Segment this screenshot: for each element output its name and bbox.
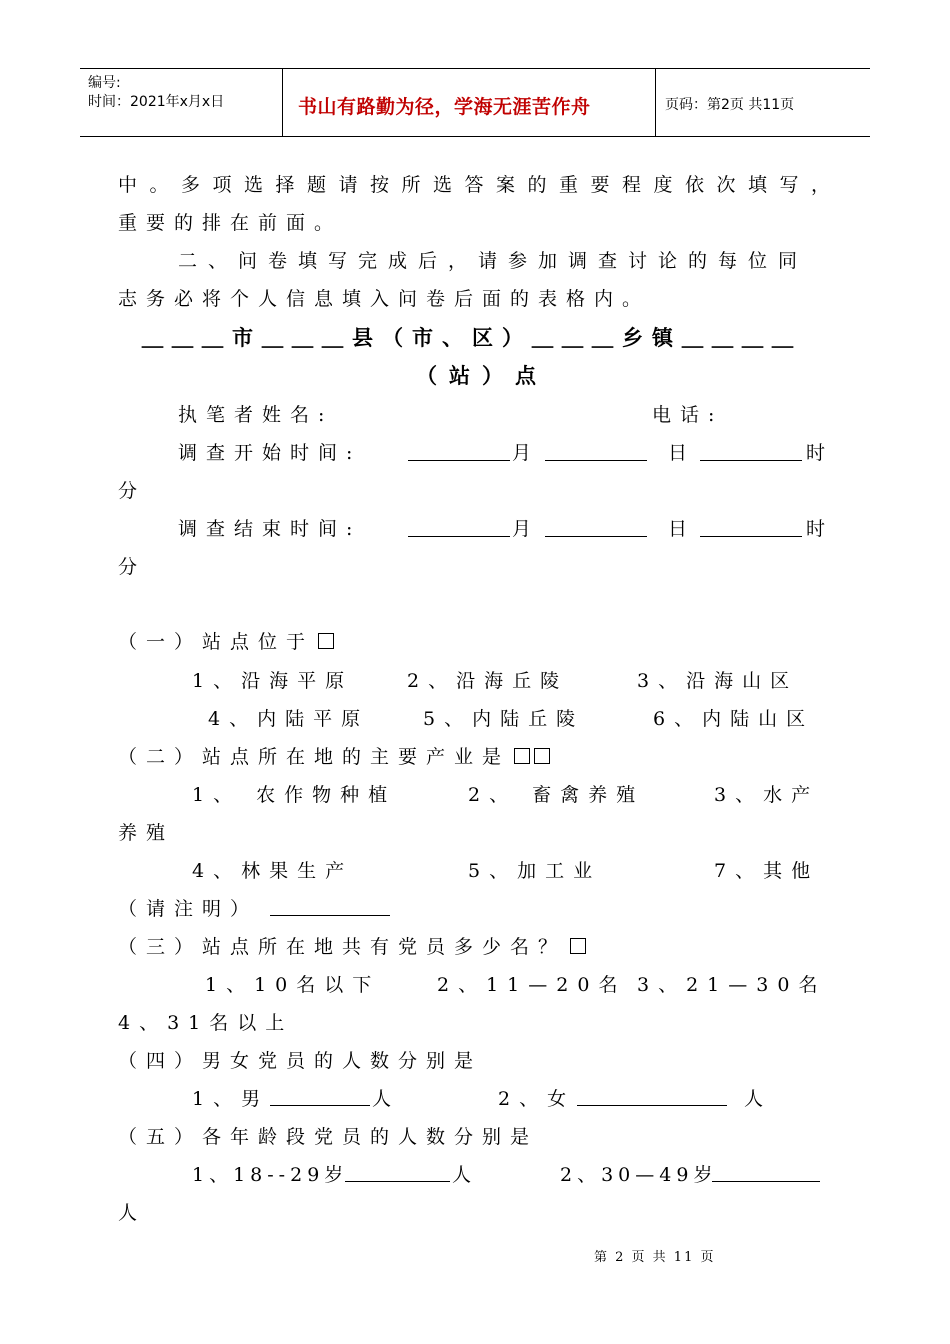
location-title-line-1: ＿＿＿市＿＿＿县（市、区）＿＿＿乡镇＿＿＿＿ (142, 325, 802, 350)
q2-option-3-continued: 养殖 (118, 822, 175, 844)
q4-female-unit: 人 (744, 1088, 773, 1110)
q2-answer-box-1[interactable] (514, 748, 530, 764)
start-hour-unit: 时 (806, 442, 835, 464)
start-month-input[interactable] (408, 438, 510, 461)
start-month-unit: 月 (512, 442, 541, 464)
start-hour-input[interactable] (700, 438, 802, 461)
q4-female-input[interactable] (577, 1083, 727, 1106)
start-minute-unit: 分 (118, 480, 147, 502)
end-day-unit: 日 (668, 518, 697, 540)
q3-option-3: 3、21—30名 (637, 974, 827, 996)
q5-age2-input[interactable] (712, 1159, 820, 1182)
page-info: 页码：第2页 共11页 (665, 97, 795, 113)
q1-option-5: 5、内陆丘陵 (423, 708, 585, 730)
q5-age1-input[interactable] (345, 1159, 450, 1182)
q4-male-unit: 人 (372, 1088, 401, 1110)
q3-title: （三）站点所在地共有党员多少名？ (118, 932, 586, 959)
start-day-input[interactable] (545, 438, 647, 461)
q3-option-2: 2、11—20名 (437, 974, 627, 996)
page-footer: 第 2 页 共 11 页 (594, 1250, 716, 1265)
q4-male-label: 1、男 (192, 1088, 270, 1110)
date-label: 时间：2021年x月x日 (88, 94, 225, 110)
end-time-label: 调查结束时间: (178, 518, 362, 540)
q5-age2-label: 2、30—49岁 (560, 1164, 718, 1186)
q1-option-4: 4、内陆平原 (208, 708, 370, 730)
serial-label: 编号: (88, 75, 121, 91)
q4-title: （四）男女党员的人数分别是 (118, 1050, 483, 1072)
q2-note-input[interactable] (270, 893, 390, 916)
q5-title: （五）各年龄段党员的人数分别是 (118, 1126, 539, 1148)
header-divider-left (282, 68, 283, 136)
q2-title: （二）站点所在地的主要产业是 (118, 742, 550, 769)
q1-option-3: 3、沿海山区 (637, 670, 799, 692)
q1-option-1: 1、沿海平原 (192, 670, 354, 692)
intro-line-2: 重要的排在前面。 (118, 212, 343, 234)
q3-answer-box[interactable] (570, 938, 586, 954)
q1-answer-box[interactable] (318, 633, 334, 649)
q4-female-label: 2、女 (498, 1088, 576, 1110)
q4-male-input[interactable] (270, 1083, 370, 1106)
q2-note-label: （请注明） (118, 898, 259, 920)
header-motto: 书山有路勤为径，学海无涯苦作舟 (298, 96, 591, 118)
phone-label: 电话: (652, 404, 724, 426)
intro-line-3: 二、问卷填写完成后，请参加调查讨论的每位同 (178, 250, 809, 272)
end-hour-input[interactable] (700, 514, 802, 537)
q3-option-4: 4、31名以上 (118, 1012, 294, 1034)
q2-option-3: 3、水产 (714, 784, 820, 806)
end-month-unit: 月 (512, 518, 541, 540)
q2-option-4: 4、林果生产 (192, 860, 354, 882)
intro-line-1: 中。多项选择题请按所选答案的重要程度依次填写， (118, 174, 843, 196)
q2-option-1: 1、 农作物种植 (192, 784, 397, 806)
q5-age1-label: 1、18--29岁 (192, 1164, 349, 1186)
q2-answer-box-2[interactable] (534, 748, 550, 764)
q2-option-2: 2、 畜禽养殖 (468, 784, 645, 806)
q1-title: （一）站点位于 (118, 627, 334, 654)
end-day-input[interactable] (545, 514, 647, 537)
end-month-input[interactable] (408, 514, 510, 537)
start-time-label: 调查开始时间: (178, 442, 362, 464)
intro-line-4: 志务必将个人信息填入问卷后面的表格内。 (118, 288, 651, 310)
q2-option-7: 7、其他 (714, 860, 820, 882)
location-title-line-2: （站）点 (416, 363, 548, 388)
header-divider-right (655, 68, 656, 136)
q5-age2-unit: 人 (118, 1202, 147, 1224)
q3-option-1: 1、10名以下 (205, 974, 381, 996)
q2-option-5: 5、加工业 (468, 860, 602, 882)
q5-age1-unit: 人 (452, 1164, 481, 1186)
q1-option-2: 2、沿海丘陵 (407, 670, 569, 692)
q1-option-6: 6、内陆山区 (653, 708, 815, 730)
end-minute-unit: 分 (118, 556, 147, 578)
end-hour-unit: 时 (806, 518, 835, 540)
writer-name-label: 执笔者姓名: (178, 404, 334, 426)
start-day-unit: 日 (668, 442, 697, 464)
